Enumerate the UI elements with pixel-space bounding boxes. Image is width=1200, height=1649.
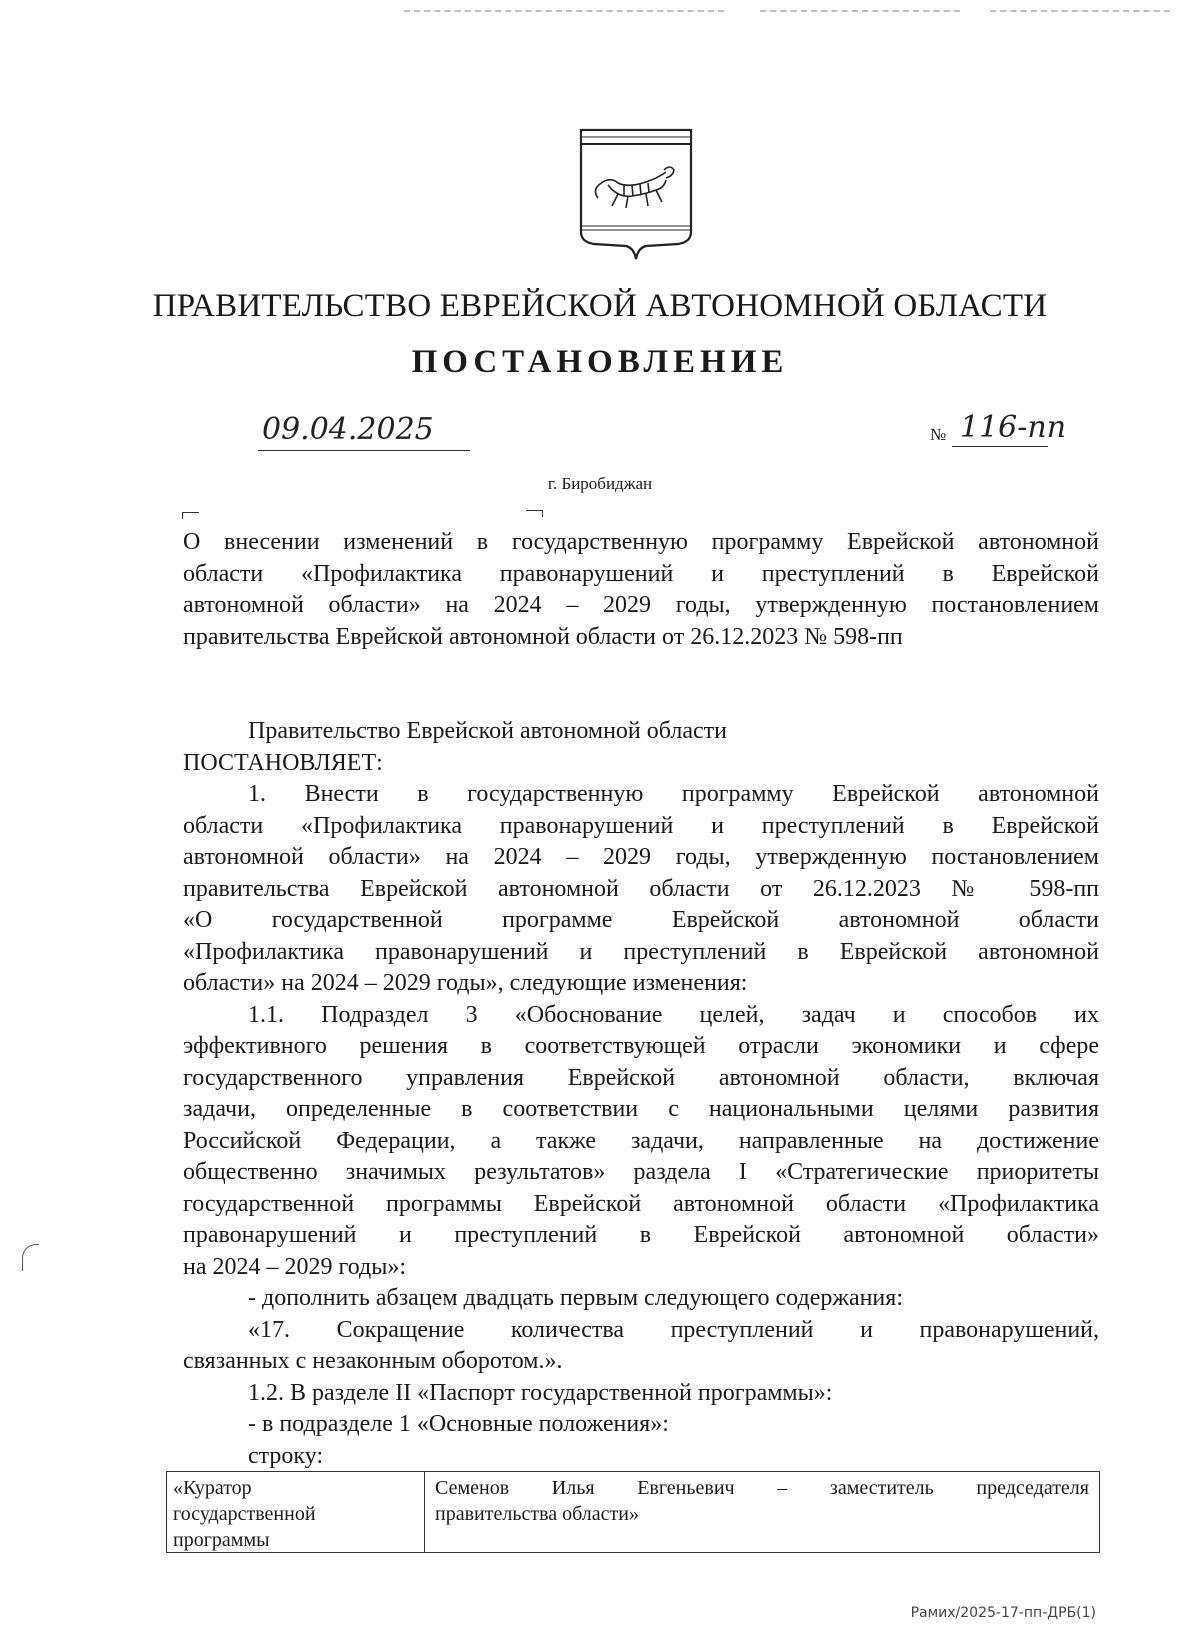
body-line: - дополнить абзацем двадцать первым следующего содержания: <box>248 1285 903 1311</box>
body-line: области» на 2024 – 2029 годы», следующие изменения: <box>183 970 748 996</box>
body-line: ПОСТАНОВЛЯЕТ: <box>183 749 383 776</box>
body-line: 1. Внести в государственную программу Еврейской автономной <box>248 781 1099 807</box>
scan-artifact-line <box>404 10 724 12</box>
number-label: № <box>930 425 947 444</box>
body-line: эффективного решения в соответствующей отрасли экономики и сфере <box>183 1033 1099 1059</box>
subject-line: правительства Еврейской автономной области от 26.12.2023 № 598-пп <box>183 623 903 650</box>
document-body <box>183 716 1099 1472</box>
table-cell-line: «Куратор <box>173 1477 252 1499</box>
government-name: ПРАВИТЕЛЬСТВО ЕВРЕЙСКОЙ АВТОНОМНОЙ ОБЛАСТИ <box>152 288 1048 324</box>
subject-line: области «Профилактика правонарушений и преступлений в Еврейской <box>183 560 1099 587</box>
body-line: Правительство Еврейской автономной области <box>248 718 728 744</box>
table-cell-value <box>425 1472 1099 1552</box>
body-line: правительства Еврейской автономной области от 26.12.2023 № 598-пп <box>183 875 1099 902</box>
body-line: Российской Федерации, а также задачи, направленные на достижение <box>183 1127 1099 1154</box>
curator-table <box>166 1471 1100 1553</box>
body-line: связанных с незаконным оборотом.». <box>183 1348 563 1374</box>
date-underline <box>258 450 470 451</box>
document-type-title: ПОСТАНОВЛЕНИЕ <box>411 344 789 380</box>
table-cell-label <box>167 1472 425 1552</box>
margin-pen-mark <box>22 1244 39 1271</box>
body-line: задачи, определенные в соответствии с национальными целями развития <box>183 1096 1099 1122</box>
body-line: - в подразделе 1 «Основные положения»: <box>248 1411 669 1437</box>
table-cell-line: программы <box>173 1529 270 1551</box>
table-cell-line: государственной <box>173 1503 316 1525</box>
handwritten-date: 09.04.2025 <box>262 412 434 447</box>
document-subject <box>183 527 1099 653</box>
subject-bracket-right <box>526 510 543 517</box>
subject-line: автономной области» на 2024 – 2029 годы, утвержденную постановлением <box>183 592 1099 618</box>
document-reference-code: Рамих/2025-17-пп-ДРБ(1) <box>910 1605 1096 1621</box>
body-line: правонарушений и преступлений в Еврейской автономной области» <box>183 1222 1099 1248</box>
body-line: области «Профилактика правонарушений и преступлений в Еврейской <box>183 812 1099 839</box>
body-line: строку: <box>248 1442 324 1469</box>
body-line: «О государственной программе Еврейской автономной области <box>183 907 1099 933</box>
body-line: государственного управления Еврейской автономной области, включая <box>183 1064 1099 1091</box>
table-cell-line: правительства области» <box>435 1503 639 1525</box>
scan-artifact-line <box>990 10 1170 12</box>
body-line: 1.2. В разделе II «Паспорт государственной программы»: <box>248 1379 833 1406</box>
subject-bracket-left <box>182 512 199 519</box>
body-line: на 2024 – 2029 годы»: <box>183 1253 407 1280</box>
body-line: общественно значимых результатов» раздела I «Стратегические приоритеты <box>183 1159 1099 1185</box>
body-line: государственной программы Еврейской автономной области «Профилактика <box>183 1190 1099 1217</box>
coat-of-arms-emblem <box>578 128 694 262</box>
number-underline <box>952 446 1048 447</box>
handwritten-number: 116-пп <box>960 410 1067 445</box>
city-name: г. Биробиджан <box>547 474 653 493</box>
scan-artifact-line <box>760 10 960 12</box>
body-line: 1.1. Подраздел 3 «Обоснование целей, задач и способов их <box>248 1001 1099 1028</box>
body-line: автономной области» на 2024 – 2029 годы, утвержденную постановлением <box>183 844 1099 870</box>
subject-line: О внесении изменений в государственную программу Еврейской автономной <box>183 529 1099 555</box>
table-cell-line: Семенов Илья Евгеньевич – заместитель председателя <box>435 1477 1089 1499</box>
body-line: «17. Сокращение количества преступлений и правонарушений, <box>248 1316 1099 1343</box>
body-line: «Профилактика правонарушений и преступлений в Еврейской автономной <box>183 938 1099 965</box>
